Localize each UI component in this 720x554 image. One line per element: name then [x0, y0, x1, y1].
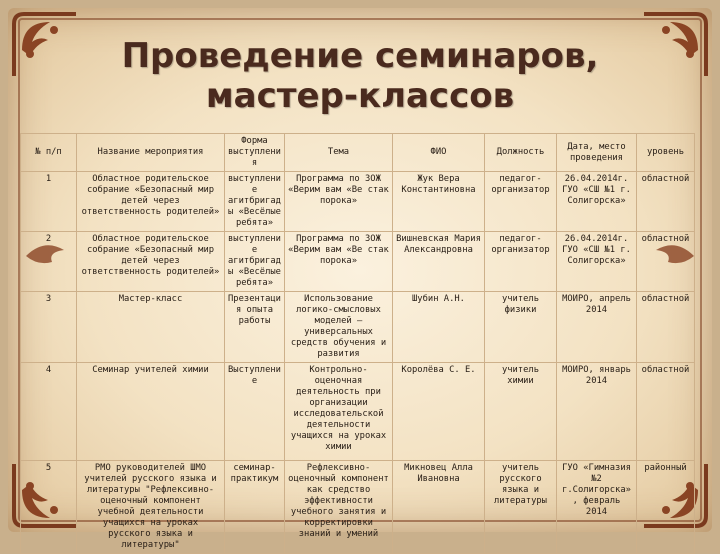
cell-position: педагог-организатор — [485, 232, 557, 292]
cell-level: областной — [637, 363, 695, 461]
cell-num: 5 — [21, 461, 77, 554]
title-line-1: Проведение семинаров, — [121, 36, 599, 76]
cell-form: выступление агитбригады «Весёлые ребята» — [225, 172, 285, 232]
title-line-2: мастер-классов — [205, 76, 515, 116]
seminars-table — [20, 133, 695, 554]
header-topic: Тема — [285, 134, 393, 172]
cell-date: ГУО «Гимназия №2 г.Солигорска», февраль 2014 — [557, 461, 637, 554]
cell-date: 26.04.2014г. ГУО «СШ №1 г. Солигорска» — [557, 232, 637, 292]
cell-form: Презентация опыта работы — [225, 292, 285, 363]
table-row — [21, 363, 695, 461]
cell-num: 3 — [21, 292, 77, 363]
cell-level: областной — [637, 172, 695, 232]
cell-topic: Использование логико-смысловых моделей – универсальных средств обучения и развития — [285, 292, 393, 363]
cell-fio: Шубин А.Н. — [393, 292, 485, 363]
cell-topic: Программа по ЗОЖ «Верим вам «Ве стак порока» — [285, 172, 393, 232]
cell-event: Семинар учителей химии — [77, 363, 225, 461]
cell-position: учитель физики — [485, 292, 557, 363]
cell-fio: Жук Вера Константиновна — [393, 172, 485, 232]
header-position: Должность — [485, 134, 557, 172]
page-title — [0, 36, 720, 116]
cell-topic: Программа по ЗОЖ «Верим вам «Ве стак порока» — [285, 232, 393, 292]
cell-position: учитель русского языка и литературы — [485, 461, 557, 554]
header-form: Форма выступления — [225, 134, 285, 172]
cell-event: Областное родительское собрание «Безопасный мир детей через ответственность родителей» — [77, 232, 225, 292]
table-row — [21, 292, 695, 363]
cell-event: Мастер-класс — [77, 292, 225, 363]
cell-form: выступление агитбригады «Весёлые ребята» — [225, 232, 285, 292]
cell-position: педагог-организатор — [485, 172, 557, 232]
cell-form: семинар-практикум — [225, 461, 285, 554]
cell-date: МОИРО, январь 2014 — [557, 363, 637, 461]
cell-level: областной — [637, 232, 695, 292]
cell-num: 4 — [21, 363, 77, 461]
cell-num: 1 — [21, 172, 77, 232]
cell-date: 26.04.2014г. ГУО «СШ №1 г. Солигорска» — [557, 172, 637, 232]
cell-num: 2 — [21, 232, 77, 292]
header-date: Дата, место проведения — [557, 134, 637, 172]
table-row — [21, 172, 695, 232]
header-event: Название мероприятия — [77, 134, 225, 172]
cell-topic: Рефлексивно-оценочный компонент как средство эффективности учебного занятия и корректировки знаний и умений — [285, 461, 393, 554]
cell-date: МОИРО, апрель 2014 — [557, 292, 637, 363]
header-level: уровень — [637, 134, 695, 172]
header-fio: ФИО — [393, 134, 485, 172]
cell-level: областной — [637, 292, 695, 363]
cell-position: учитель химии — [485, 363, 557, 461]
table-row — [21, 232, 695, 292]
header-num: № п/п — [21, 134, 77, 172]
cell-fio: Микновец Алла Ивановна — [393, 461, 485, 554]
cell-form: Выступление — [225, 363, 285, 461]
cell-topic: Контрольно-оценочная деятельность при организации исследовательской деятельности учащихся на уроках химии — [285, 363, 393, 461]
cell-fio: Вишневская Мария Александровна — [393, 232, 485, 292]
cell-fio: Королёва С. Е. — [393, 363, 485, 461]
table-header-row — [21, 134, 695, 172]
cell-event: Областное родительское собрание «Безопасный мир детей через ответственность родителей» — [77, 172, 225, 232]
cell-event: РМО руководителей ШМО учителей русского языка и литературы "Рефлексивно-оценочный компонент учебной деятельности учащихся на уроках русского языка и литературы" — [77, 461, 225, 554]
cell-level: районный — [637, 461, 695, 554]
